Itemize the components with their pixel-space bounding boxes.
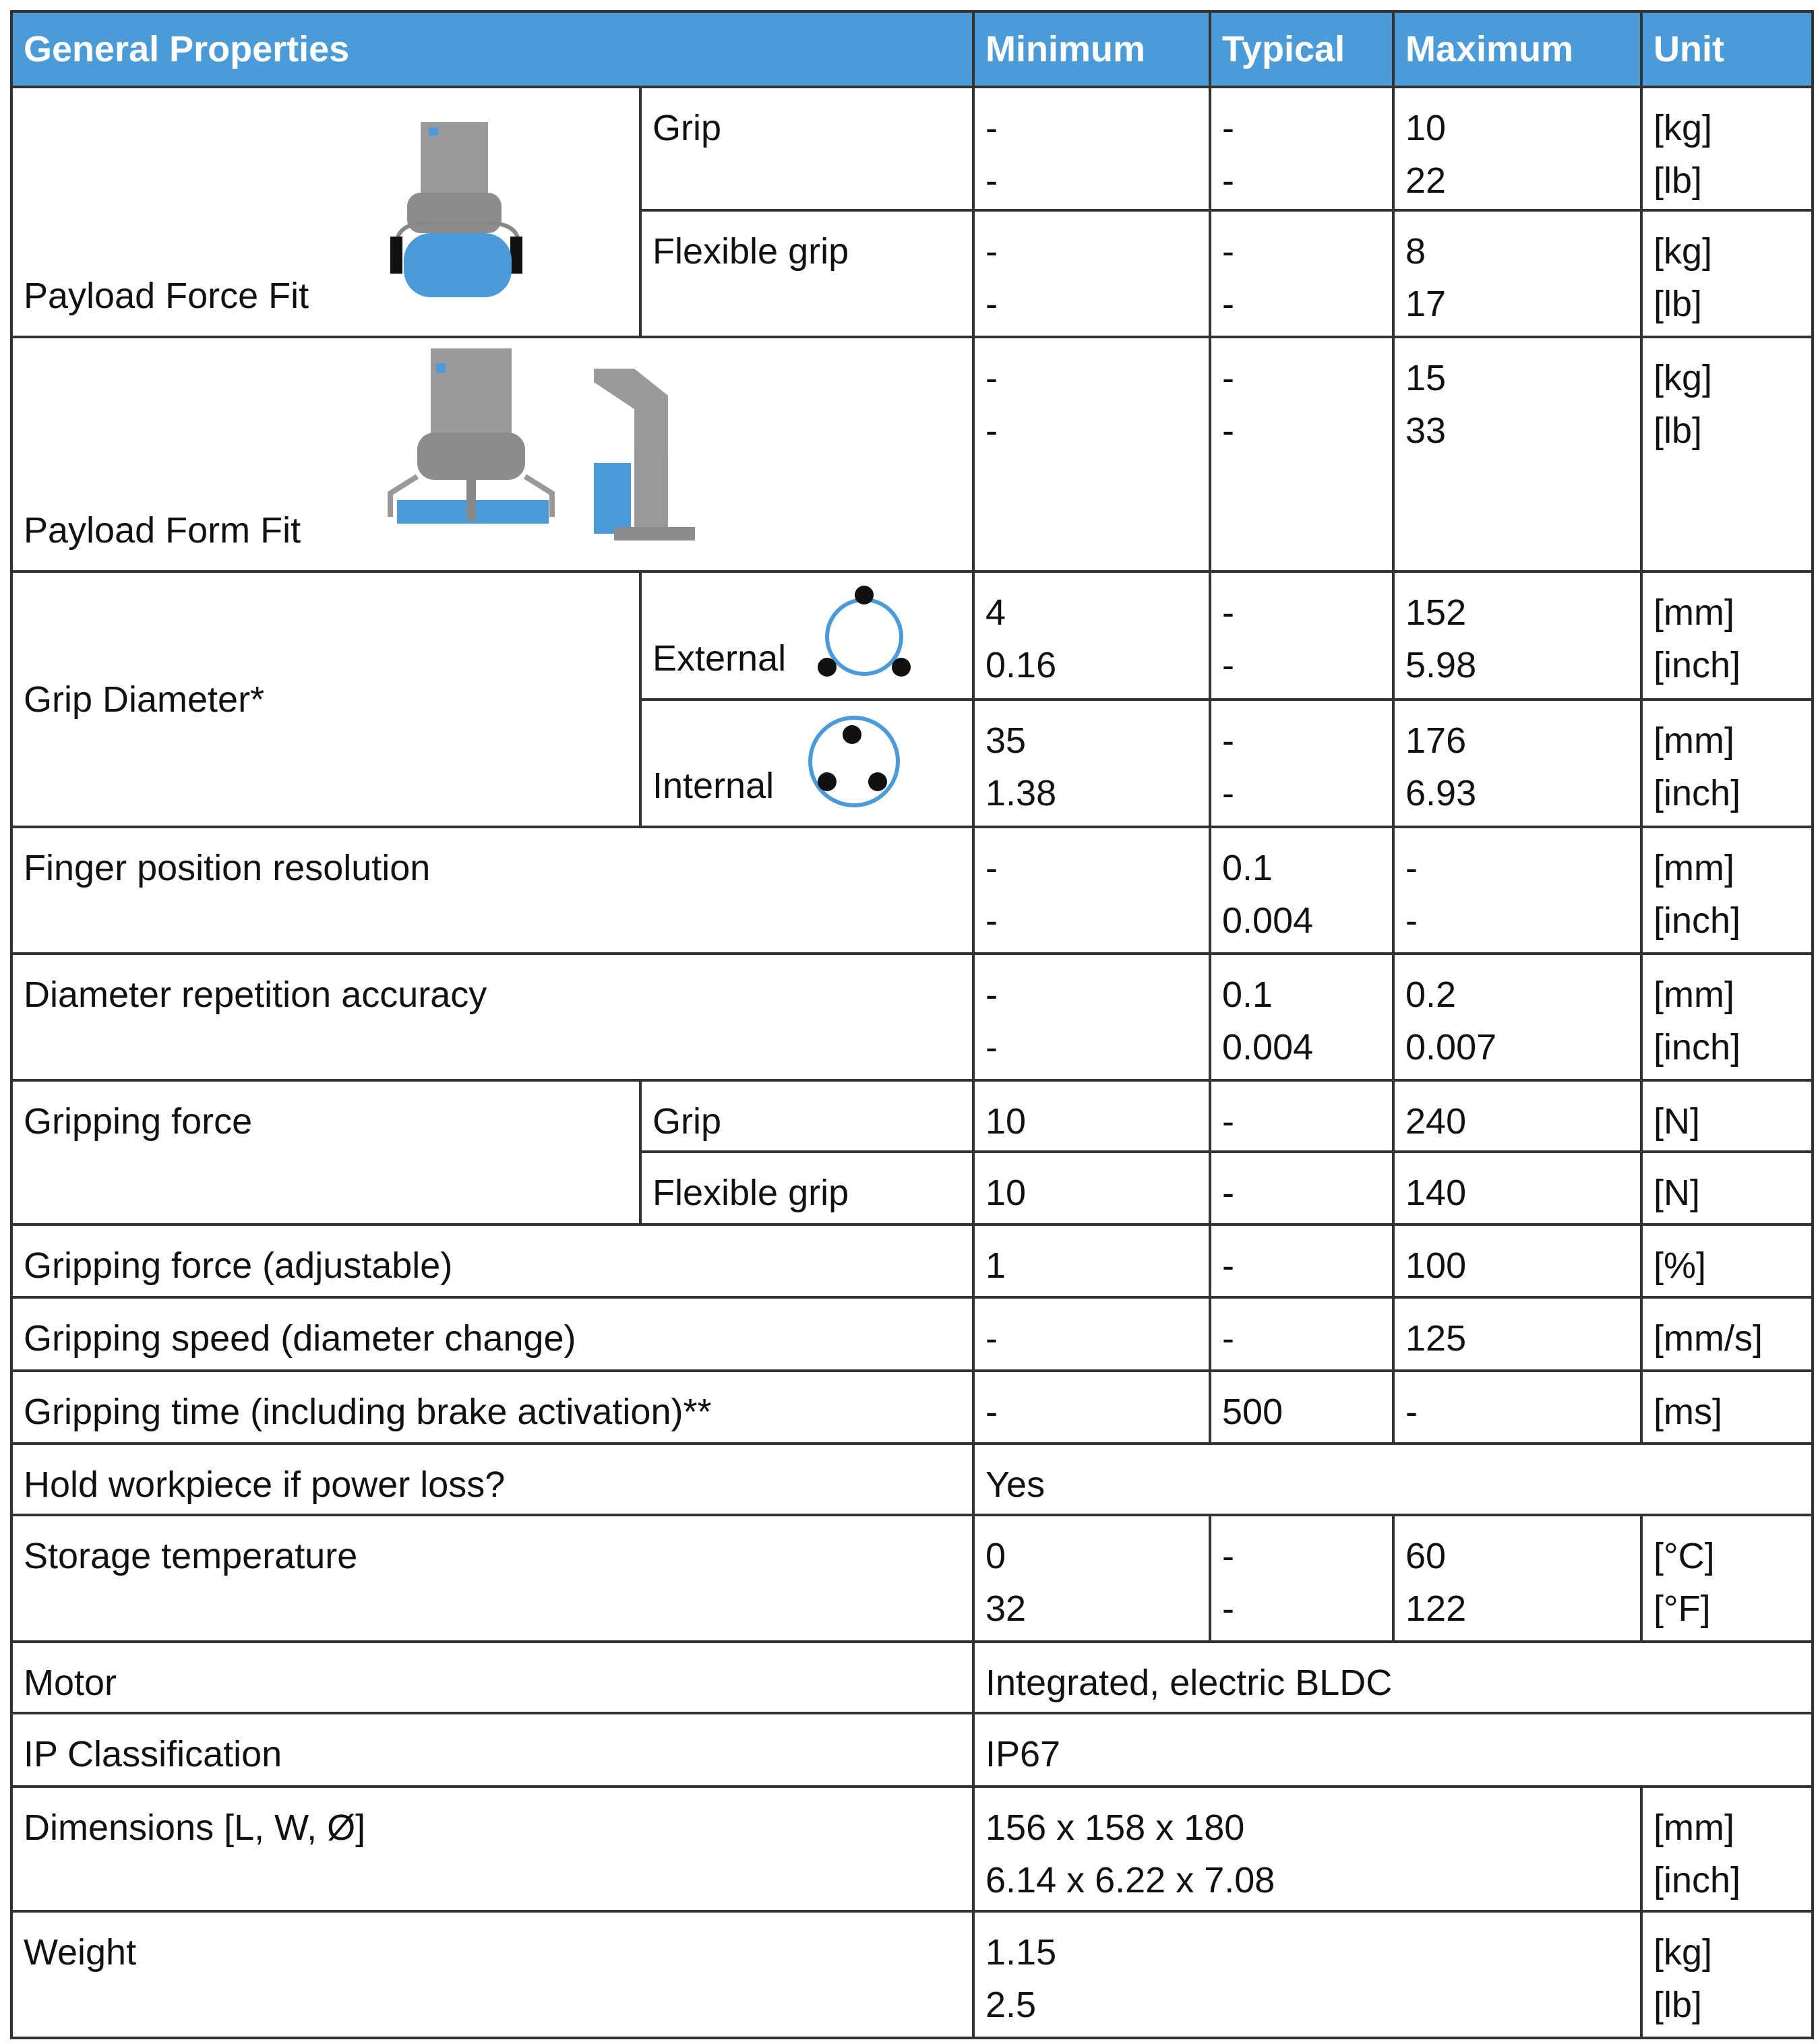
table-row — [11, 1371, 1813, 1444]
value: 0.1 — [1222, 848, 1273, 888]
unit: [ms] — [1641, 1371, 1813, 1444]
unit: [lb] — [1654, 284, 1703, 324]
value: 1.15 — [985, 1932, 1057, 1973]
unit: [inch] — [1654, 1860, 1741, 1900]
value: - — [1222, 773, 1234, 813]
force-adjustable-label: Gripping force (adjustable) — [11, 1225, 973, 1297]
value: 15 — [1405, 358, 1447, 398]
value: - — [1222, 108, 1234, 148]
table-row — [11, 1787, 1813, 1911]
value: - — [1210, 1080, 1393, 1152]
value: - — [1393, 1371, 1641, 1444]
unit: [kg] — [1654, 1932, 1713, 1973]
value: 122 — [1405, 1588, 1467, 1629]
weight-label: Weight — [11, 1911, 973, 2038]
unit: [mm] — [1654, 848, 1734, 888]
unit: [mm] — [1654, 974, 1734, 1015]
value: 4 — [985, 592, 1006, 633]
table-row — [11, 1297, 1813, 1371]
grip-diameter-label: Grip Diameter* — [11, 571, 640, 827]
value: 10 — [1405, 108, 1447, 148]
value: - — [1222, 358, 1234, 398]
payload-force-fit-cell — [11, 87, 640, 337]
payload-form-fit-cell — [11, 337, 973, 571]
table-row — [11, 1515, 1813, 1642]
external-cell — [640, 571, 973, 700]
value: - — [1222, 1536, 1234, 1576]
value: - — [985, 231, 998, 272]
finger-resolution-label: Finger position resolution — [11, 827, 973, 954]
payload-form-fit-label: Payload Form Fit — [24, 510, 301, 551]
value: - — [1210, 1225, 1393, 1297]
value: 0 — [985, 1536, 1006, 1576]
unit: [N] — [1641, 1152, 1813, 1225]
force-fit-flexible-label: Flexible grip — [640, 210, 973, 337]
payload-force-fit-label: Payload Force Fit — [24, 276, 309, 316]
value: 8 — [1405, 231, 1426, 272]
table-row — [11, 1642, 1813, 1713]
value: 17 — [1405, 284, 1447, 324]
value: 1 — [973, 1225, 1210, 1297]
value: - — [1210, 1152, 1393, 1225]
header-typical: Typical — [1210, 11, 1393, 87]
unit: [mm] — [1654, 592, 1734, 633]
unit: [%] — [1641, 1225, 1813, 1297]
value: 32 — [985, 1588, 1027, 1629]
value: - — [973, 1371, 1210, 1444]
value: - — [1222, 284, 1234, 324]
table-row — [11, 1080, 1813, 1152]
external-grip-icon — [814, 583, 915, 684]
header-unit: Unit — [1641, 11, 1813, 87]
value: 1.38 — [985, 773, 1057, 813]
value: 0.007 — [1405, 1027, 1497, 1067]
internal-label: Internal — [653, 766, 775, 806]
unit: [inch] — [1654, 773, 1741, 813]
unit: [lb] — [1654, 160, 1703, 201]
gripping-force-flexible-label: Flexible grip — [640, 1152, 973, 1225]
table-row — [11, 87, 1813, 210]
external-label: External — [653, 638, 787, 679]
value: 6.93 — [1405, 773, 1477, 813]
unit: [mm] — [1654, 720, 1734, 761]
value: 33 — [1405, 410, 1447, 451]
value: - — [985, 900, 998, 941]
value: - — [985, 974, 998, 1015]
storage-label: Storage temperature — [11, 1515, 973, 1642]
unit: [mm/s] — [1641, 1297, 1813, 1371]
unit: [inch] — [1654, 1027, 1741, 1067]
table-row — [11, 571, 1813, 700]
gripping-force-grip-label: Grip — [640, 1080, 973, 1152]
value: 10 — [973, 1080, 1210, 1152]
unit: [kg] — [1654, 108, 1713, 148]
hold-label: Hold workpiece if power loss? — [11, 1444, 973, 1515]
force-fit-grip-label: Grip — [640, 87, 973, 210]
value: 152 — [1405, 592, 1467, 633]
value: 2.5 — [985, 1985, 1037, 2025]
value: - — [1222, 720, 1234, 761]
gripper-side-view-icon — [594, 369, 702, 540]
value: 60 — [1405, 1536, 1447, 1576]
unit: [kg] — [1654, 358, 1713, 398]
motor-label: Motor — [11, 1642, 973, 1713]
value: 10 — [973, 1152, 1210, 1225]
value: - — [1222, 645, 1234, 685]
hold-value: Yes — [973, 1444, 1813, 1515]
gripping-force-label: Gripping force — [11, 1080, 640, 1225]
unit: [kg] — [1654, 231, 1713, 272]
value: 35 — [985, 720, 1027, 761]
value: 140 — [1393, 1152, 1641, 1225]
header-title: General Properties — [11, 11, 973, 87]
value: 125 — [1393, 1297, 1641, 1371]
header-maximum: Maximum — [1393, 11, 1641, 87]
value: 0.004 — [1222, 900, 1314, 941]
value: - — [1405, 900, 1418, 941]
dimensions-label: Dimensions [L, W, Ø] — [11, 1787, 973, 1911]
value: - — [985, 160, 998, 201]
ip-value: IP67 — [973, 1713, 1813, 1787]
header-row — [11, 11, 1813, 87]
gripper-form-fit-icon — [377, 348, 579, 530]
value: - — [985, 848, 998, 888]
value: 0.2 — [1405, 974, 1457, 1015]
value: 176 — [1405, 720, 1467, 761]
value: 0.16 — [985, 645, 1057, 685]
speed-label: Gripping speed (diameter change) — [11, 1297, 973, 1371]
value: - — [1222, 231, 1234, 272]
unit: [lb] — [1654, 1985, 1703, 2025]
value: - — [1405, 848, 1418, 888]
unit: [°C] — [1654, 1536, 1715, 1576]
motor-value: Integrated, electric BLDC — [973, 1642, 1813, 1713]
value: 500 — [1210, 1371, 1393, 1444]
table-row — [11, 1911, 1813, 2038]
value: 100 — [1393, 1225, 1641, 1297]
unit: [lb] — [1654, 410, 1703, 451]
diameter-accuracy-label: Diameter repetition accuracy — [11, 954, 973, 1080]
value: - — [1222, 160, 1234, 201]
table-row — [11, 1225, 1813, 1297]
value: 0.004 — [1222, 1027, 1314, 1067]
value: 0.1 — [1222, 974, 1273, 1015]
unit: [inch] — [1654, 645, 1741, 685]
table-row — [11, 827, 1813, 954]
time-label: Gripping time (including brake activation)** — [11, 1371, 973, 1444]
value: - — [985, 1027, 998, 1067]
value: - — [985, 358, 998, 398]
unit: [mm] — [1654, 1807, 1734, 1848]
value: - — [1222, 410, 1234, 451]
internal-grip-icon — [803, 711, 905, 812]
unit: [°F] — [1654, 1588, 1711, 1629]
value: - — [985, 410, 998, 451]
table-row — [11, 954, 1813, 1080]
value: 240 — [1393, 1080, 1641, 1152]
value: - — [1222, 1588, 1234, 1629]
gripper-force-fit-icon — [387, 122, 528, 297]
value: - — [985, 108, 998, 148]
internal-cell — [640, 700, 973, 827]
unit: [N] — [1641, 1080, 1813, 1152]
table-row — [11, 1444, 1813, 1515]
value: - — [973, 1297, 1210, 1371]
value: - — [985, 284, 998, 324]
unit: [inch] — [1654, 900, 1741, 941]
value: 6.14 x 6.22 x 7.08 — [985, 1860, 1275, 1900]
header-minimum: Minimum — [973, 11, 1210, 87]
general-properties-table — [10, 10, 1814, 2039]
value: 22 — [1405, 160, 1447, 201]
value: 5.98 — [1405, 645, 1477, 685]
table-row — [11, 337, 1813, 571]
value: - — [1222, 592, 1234, 633]
ip-label: IP Classification — [11, 1713, 973, 1787]
value: - — [1210, 1297, 1393, 1371]
table-row — [11, 1713, 1813, 1787]
value: 156 x 158 x 180 — [985, 1807, 1245, 1848]
